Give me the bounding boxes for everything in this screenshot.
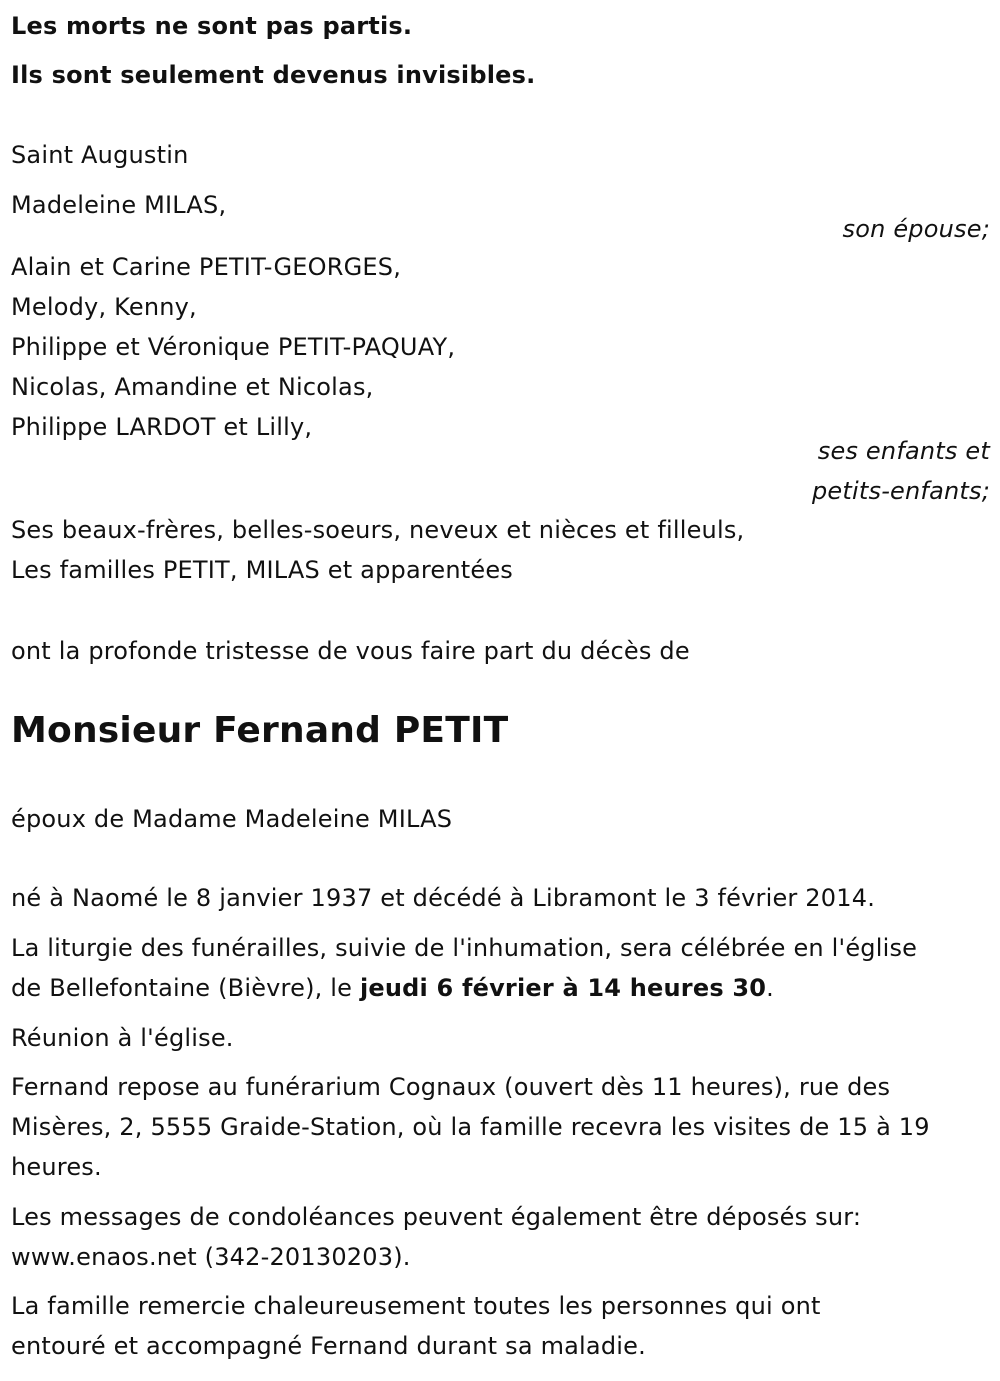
funeral-line-2-suffix: . [766, 974, 775, 1002]
funeral-line-2-prefix: de Bellefontaine (Bièvre), le [11, 974, 360, 1002]
child-line-4: Nicolas, Amandine et Nicolas, [11, 373, 374, 401]
visitation-line-2: Misères, 2, 5555 Graide-Station, où la famille recevra les visites de 15 à 19 [11, 1113, 930, 1141]
spouse-relation: son épouse; [842, 215, 990, 243]
thanks-line-1: La famille remercie chaleureusement toutes les personnes qui ont [11, 1292, 821, 1320]
announcement: ont la profonde tristesse de vous faire part du décès de [11, 637, 690, 665]
child-line-5: Philippe LARDOT et Lilly, [11, 413, 313, 441]
funeral-line-2 [11, 968, 774, 1008]
condolences-line-1: Les messages de condoléances peuvent également être déposés sur: [11, 1203, 862, 1231]
funeral-date-time: jeudi 6 février à 14 heures 30 [359, 974, 767, 1002]
quote-line-1: Les morts ne sont pas partis. [11, 12, 413, 40]
child-line-2: Melody, Kenny, [11, 293, 197, 321]
meeting-info: Réunion à l'église. [11, 1024, 234, 1052]
condolences-link: www.enaos.net (342-20130203). [11, 1243, 411, 1271]
birth-death: né à Naomé le 8 janvier 1937 et décédé à Libramont le 3 février 2014. [11, 884, 876, 912]
children-relation-line-1: ses enfants et [817, 437, 990, 465]
visitation-line-1: Fernand repose au funérarium Cognaux (ouvert dès 11 heures), rue des [11, 1073, 891, 1101]
child-line-3: Philippe et Véronique PETIT-PAQUAY, [11, 333, 456, 361]
deceased-spouse-of: époux de Madame Madeleine MILAS [11, 805, 453, 833]
children-relation-line-2: petits-enfants; [812, 477, 990, 505]
family-line-2: Les familles PETIT, MILAS et apparentées [11, 556, 514, 584]
deceased-name: Monsieur Fernand PETIT [11, 710, 509, 751]
quote-line-2: Ils sont seulement devenus invisibles. [11, 61, 536, 89]
funeral-line-1: La liturgie des funérailles, suivie de l'inhumation, sera célébrée en l'église [11, 934, 918, 962]
family-line-1: Ses beaux-frères, belles-soeurs, neveux et nièces et filleuls, [11, 516, 745, 544]
quote-author: Saint Augustin [11, 141, 189, 169]
spouse-name: Madeleine MILAS, [11, 191, 227, 219]
thanks-line-2: entouré et accompagné Fernand durant sa maladie. [11, 1332, 646, 1360]
child-line-1: Alain et Carine PETIT-GEORGES, [11, 253, 402, 281]
visitation-line-3: heures. [11, 1153, 102, 1181]
